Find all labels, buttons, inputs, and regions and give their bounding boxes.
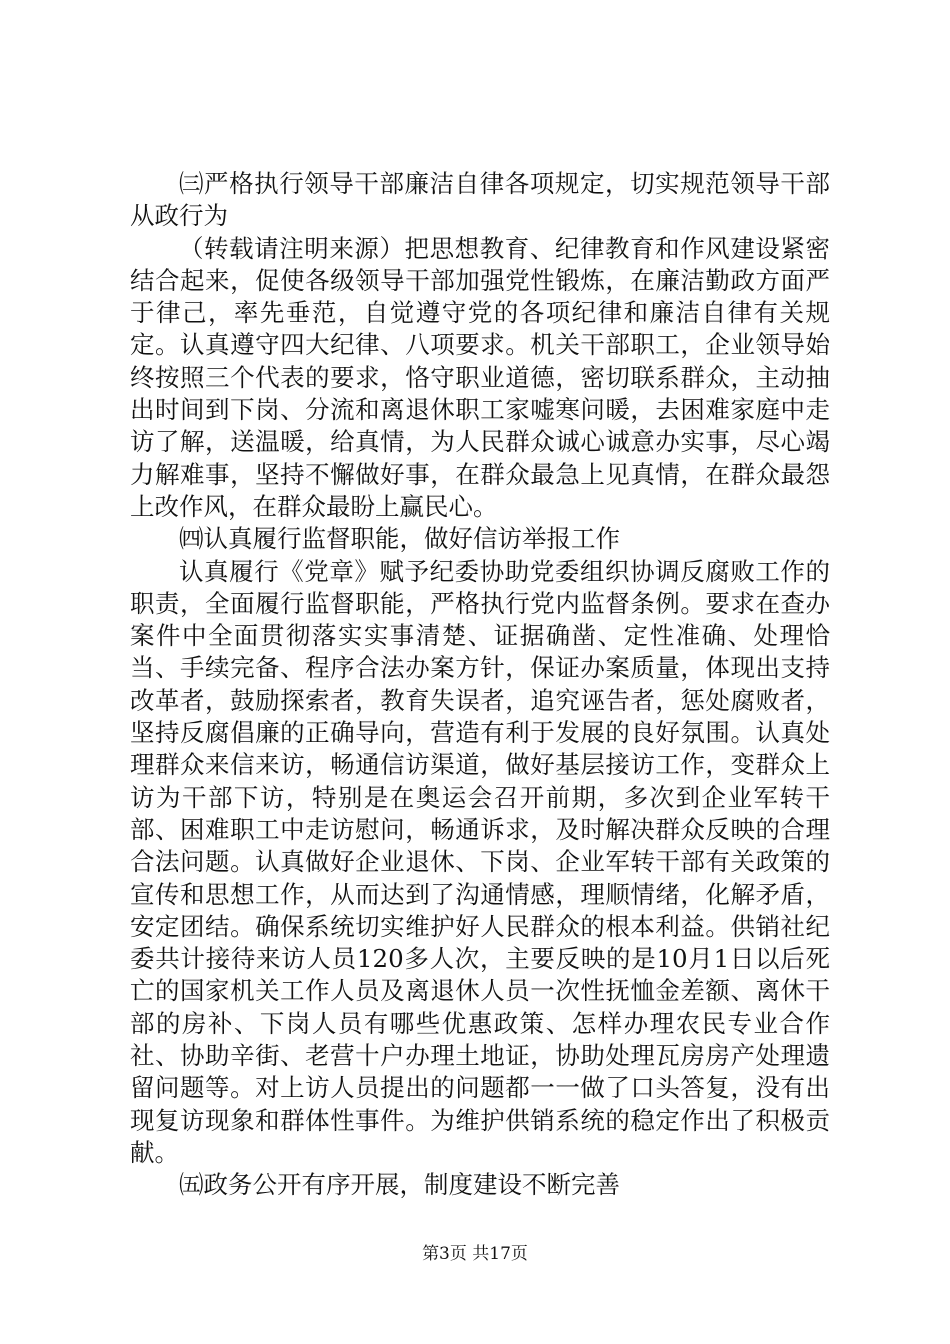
document-body xyxy=(130,168,830,1202)
body-paragraph: （转载请注明来源）把思想教育、纪律教育和作风建设紧密结合起来，促使各级领导干部加强党性锻炼，在廉洁勤政方面严于律己，率先垂范，自觉遵守党的各项纪律和廉洁自律有关规定。认真遵守四大纪律、八项要求。机关干部职工，企业领导始终按照三个代表的要求，恪守职业道德，密切联系群众，主动抽出时间到下岗、分流和离退休职工家嘘寒问暖，去困难家庭中走访了解，送温暖，给真情，为人民群众诚心诚意办实事，尽心竭力解难事，坚持不懈做好事，在群众最急上见真情，在群众最怨上改作风，在群众最盼上赢民心。 xyxy=(130,233,830,521)
heading-section-5: ㈤政务公开有序开展，制度建设不断完善 xyxy=(179,1170,620,1200)
page-number-footer: 第3页 共17页 xyxy=(422,1244,528,1264)
heading-section-3: ㈢严格执行领导干部廉洁自律各项规定，切实规范领导干部从政行为 xyxy=(130,169,830,231)
body-paragraph: 认真履行《党章》赋予纪委协助党委组织协调反腐败工作的职责，全面履行监督职能，严格执行党内监督条例。要求在查办案件中全面贯彻落实实事清楚、证据确凿、定性准确、处理恰当、手续完备、程序合法办案方针，保证办案质量，体现出支持改革者，鼓励探索者，教育失误者，追究诬告者，惩处腐败者，坚持反腐倡廉的正确导向，营造有利于发展的良好氛围。认真处理群众来信来访，畅通信访渠道，做好基层接访工作，变群众上访为干部下访，特别是在奥运会召开前期，多次到企业军转干部、困难职工中走访慰问，畅通诉求，及时解决群众反映的合理合法问题。认真做好企业退休、下岗、企业军转干部有关政策的宣传和思想工作，从而达到了沟通情感，理顺情绪，化解矛盾，安定团结。确保系统切实维护好人民群众的根本利益。供销社纪委共计接待来访人员120多人次，主要反映的是10月1日以后死亡的国家机关工作人员及离退休人员一次性抚恤金差额、离休干部的房补、下岗人员有哪些优惠政策、怎样办理农民专业合作社、协助辛街、老营十户办理土地证，协助处理瓦房房产处理遗留问题等。对上访人员提出的问题都一一做了口头答复，没有出现复访现象和群体性事件。为维护供销系统的稳定作出了积极贡献。 xyxy=(130,556,830,1167)
heading-section-4: ㈣认真履行监督职能，做好信访举报工作 xyxy=(179,524,620,554)
